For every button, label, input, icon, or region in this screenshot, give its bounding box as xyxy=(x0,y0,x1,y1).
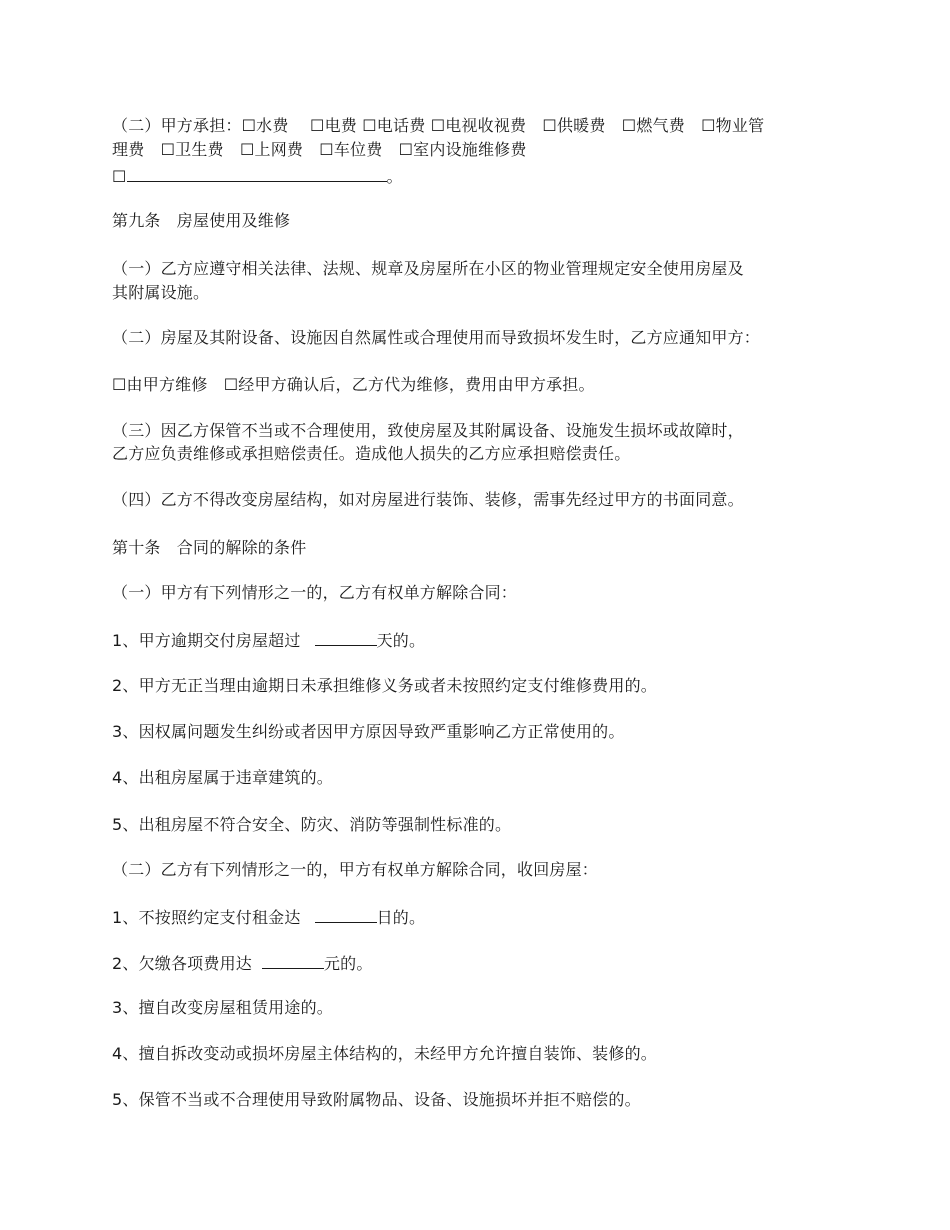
item-text: 1、不按照约定支付租金达 xyxy=(112,908,301,927)
clause-8-item-2-line-3 xyxy=(112,165,403,187)
clause-10-part-2-item-1 xyxy=(112,906,425,928)
clause-10-part-1-item-4: 4、出租房屋属于违章建筑的。 xyxy=(112,768,333,787)
clause-9-item-1-line-1: （一）乙方应遵守相关法律、法规、规章及房屋所在小区的物业管理规定安全使用房屋及 xyxy=(112,259,744,278)
clause-9-heading: 第九条 房屋使用及维修 xyxy=(112,211,291,230)
clause-10-part-1-item-1 xyxy=(112,629,425,651)
item-suffix: 日的。 xyxy=(376,908,426,927)
fill-blank-amount[interactable] xyxy=(262,952,324,969)
fill-blank-other[interactable] xyxy=(127,165,387,182)
clause-10-part-1-item-3: 3、因权属问题发生纠纷或者因甲方原因导致严重影响乙方正常使用的。 xyxy=(112,722,625,741)
clause-10-part-2-item-5: 5、保管不当或不合理使用导致附属物品、设备、设施损坏并拒不赔偿的。 xyxy=(112,1090,641,1109)
clause-10-heading: 第十条 合同的解除的条件 xyxy=(112,538,307,557)
clause-10-part-2-intro: （二）乙方有下列情形之一的，甲方有权单方解除合同，收回房屋： xyxy=(112,860,599,879)
clause-8-item-2-line-1: （二）甲方承担：☐水费 ☐电费 ☐电话费 ☐电视收视费 ☐供暖费 ☐燃气费 ☐物业管 xyxy=(112,116,765,135)
clause-10-part-2-item-4: 4、擅自拆改变动或损坏房屋主体结构的，未经甲方允许擅自装饰、装修的。 xyxy=(112,1044,657,1063)
clause-10-part-1-item-5: 5、出租房屋不符合安全、防灾、消防等强制性标准的。 xyxy=(112,815,512,834)
item-suffix: 元的。 xyxy=(323,954,373,973)
clause-8-item-2-line-2: 理费 ☐卫生费 ☐上网费 ☐车位费 ☐室内设施维修费 xyxy=(112,140,527,159)
clause-9-item-4: （四）乙方不得改变房屋结构，如对房屋进行装饰、装修，需事先经过甲方的书面同意。 xyxy=(112,490,744,509)
clause-9-item-3-line-2: 乙方应负责维修或承担赔偿责任。造成他人损失的乙方应承担赔偿责任。 xyxy=(112,444,631,463)
clause-10-part-1-intro: （一）甲方有下列情形之一的，乙方有权单方解除合同： xyxy=(112,583,518,602)
item-text: 2、欠缴各项费用达 xyxy=(112,954,252,973)
fill-blank-rent-days[interactable] xyxy=(315,906,377,923)
clause-9-item-2: （二）房屋及其附设备、设施因自然属性或合理使用而导致损坏发生时，乙方应通知甲方： xyxy=(112,328,761,347)
fill-blank-days[interactable] xyxy=(315,629,377,646)
clause-10-part-2-item-3: 3、擅自改变房屋租赁用途的。 xyxy=(112,998,333,1017)
item-suffix: 天的。 xyxy=(376,631,426,650)
clause-9-item-3-line-1: （三）因乙方保管不当或不合理使用，致使房屋及其附属设备、设施发生损坏或故障时， xyxy=(112,421,744,440)
item-text: 1、甲方逾期交付房屋超过 xyxy=(112,631,301,650)
clause-10-part-1-item-2: 2、甲方无正当理由逾期日未承担维修义务或者未按照约定支付维修费用的。 xyxy=(112,676,657,695)
clause-10-part-2-item-2 xyxy=(112,952,373,974)
clause-9-item-1-line-2: 其附属设施。 xyxy=(112,283,210,302)
clause-9-repair-options: ☐由甲方维修 ☐经甲方确认后，乙方代为维修，费用由甲方承担。 xyxy=(112,375,595,394)
checkbox-other: ☐ xyxy=(112,167,127,186)
period: 。 xyxy=(386,167,403,186)
